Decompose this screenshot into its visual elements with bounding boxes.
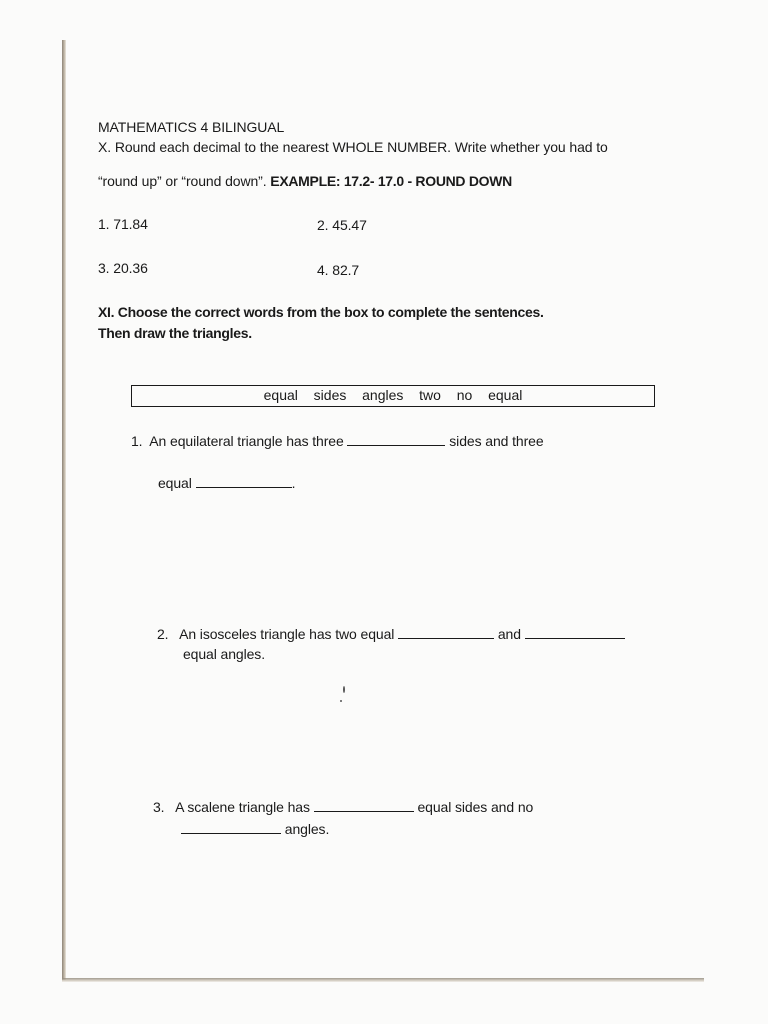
question-3-blank-1[interactable] <box>314 799 414 812</box>
question-3-number: 3. <box>153 799 165 815</box>
question-2-blank-1[interactable] <box>398 626 494 639</box>
question-2-text-start: An isosceles triangle has two equal <box>179 626 395 642</box>
round-item-1: 1. 71.84 <box>98 216 148 232</box>
question-2-number: 2. <box>157 626 169 642</box>
round-item-3: 3. 20.36 <box>98 260 148 276</box>
question-1-text-start: An equilateral triangle has three <box>149 433 344 449</box>
question-3-text-start: A scalene triangle has <box>175 799 310 815</box>
scan-speck <box>340 700 342 702</box>
scan-edge-left <box>62 40 66 980</box>
question-2-text-mid: and <box>497 626 521 642</box>
question-1-line1 <box>131 432 544 450</box>
question-2-blank-2[interactable] <box>525 626 625 639</box>
question-2-line1 <box>157 625 625 643</box>
question-1-blank-1[interactable] <box>347 433 445 446</box>
word-box-text: equal sides angles two no equal <box>263 387 523 403</box>
section-x-instruction-line1: X. Round each decimal to the nearest WHOLE NUMBER. Write whether you had to <box>98 139 608 155</box>
question-1-line2 <box>158 474 295 492</box>
round-item-4: 4. 82.7 <box>317 262 360 278</box>
worksheet-title: MATHEMATICS 4 BILINGUAL <box>98 119 285 135</box>
question-2-line2: equal angles. <box>183 646 265 662</box>
scan-edge-bottom <box>62 978 704 982</box>
question-1-blank-2[interactable] <box>196 475 292 488</box>
question-3-line2 <box>181 820 329 838</box>
word-box <box>131 385 655 407</box>
section-x-instruction-quote: “round up” or “round down”. <box>98 173 267 189</box>
section-x-instruction-line2 <box>98 172 512 190</box>
section-xi-instruction-line2: Then draw the triangles. <box>98 325 252 341</box>
question-3-line1 <box>153 798 533 816</box>
question-1-text-end: sides and three <box>449 433 544 449</box>
question-1-line2-end: . <box>291 475 296 491</box>
question-3-text-end: equal sides and no <box>417 799 534 815</box>
section-xi-instruction-line1: XI. Choose the correct words from the box to complete the sentences. <box>98 304 544 320</box>
question-3-blank-2[interactable] <box>181 821 281 834</box>
scan-speck <box>343 686 345 693</box>
question-1-number: 1. <box>131 433 143 449</box>
question-3-line2-end: angles. <box>284 821 330 837</box>
round-item-2: 2. 45.47 <box>317 217 367 233</box>
section-x-example: EXAMPLE: 17.2- 17.0 - ROUND DOWN <box>270 173 512 189</box>
question-1-line2-start: equal <box>158 475 192 491</box>
